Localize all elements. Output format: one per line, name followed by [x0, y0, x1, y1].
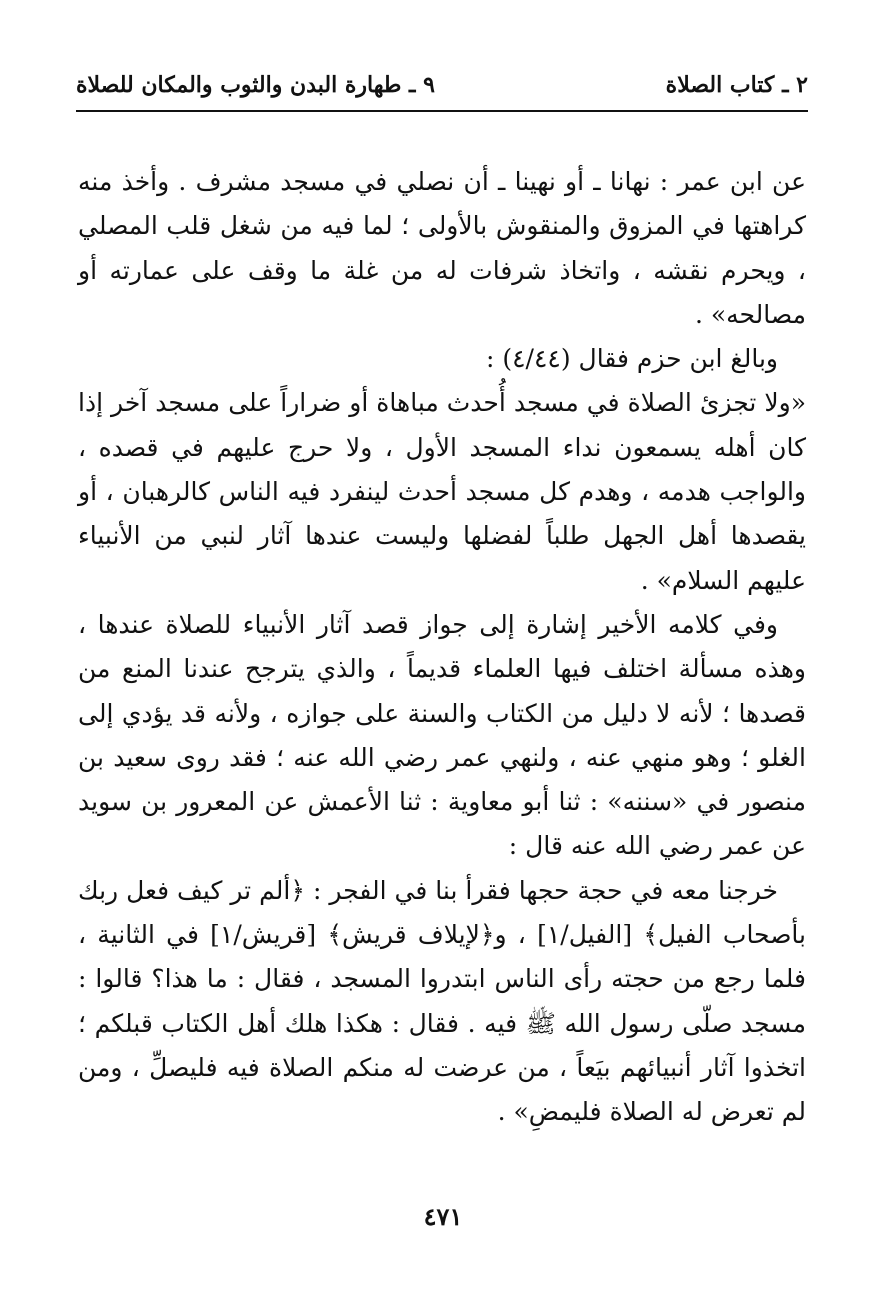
paragraph-ibn-hazm-quote: «ولا تجزئ الصلاة في مسجد أُحدث مباهاة أو ضراراً على مسجد آخر إذا كان أهله يسمعون نداء المسجد الأول ، ولا حرج عليهم في قصده ، والواجب هدمه ، وهدم كل مسجد أحدث لينفرد فيه الناس كالرهبان ، أو يقصدها أهل الجهل طلباً لفضلها وليست عندها آثار لنبي من الأنبياء عليهم السلام» . — [78, 388, 806, 595]
page-number: ٤٧١ — [423, 1202, 463, 1231]
paragraph-umar-narration: خرجنا معه في حجة حجها فقرأ بنا في الفجر : ﴿ألم تر كيف فعل ربك بأصحاب الفيل﴾ [الفيل/١] ، و﴿لإيلاف قريش﴾ [قريش/١] في الثانية ، فلما رجع من حجته رأى الناس ابتدروا المسجد ، فقال : ما هذا؟ قالوا : مسجد صلّى رسول الله ﷺ فيه . فقال : هكذا هلك أهل الكتاب قبلكم ؛ اتخذوا آثار أنبيائهم بيَعاً ، من عرضت له منكم الصلاة فيه فليصلِّ ، ومن لم تعرض له الصلاة فليمضِ» . — [78, 875, 807, 1127]
paragraph-continuation: عن ابن عمر : نهانا ـ أو نهينا ـ أن نصلي في مسجد مشرف . وأخذ منه كراهتها في المزوق والمنقوش بالأولى ؛ لما فيه من شغل قلب المصلي ، ويحرم نقشه ، واتخاذ شرفات له من غلة ما وقف على عمارته أو مصالحه» . — [78, 167, 806, 329]
body-text — [78, 160, 806, 1135]
chapter-title: ٢ ـ كتاب الصلاة — [665, 72, 808, 98]
running-header — [76, 66, 808, 112]
paragraph-ibn-hazm-intro: وبالغ ابن حزم فقال (٤/٤٤) : — [486, 344, 778, 374]
section-title: ٩ ـ طهارة البدن والثوب والمكان للصلاة — [76, 72, 435, 98]
paragraph-commentary: وفي كلامه الأخير إشارة إلى جواز قصد آثار الأنبياء للصلاة عندها ، وهذه مسألة اختلف فيها العلماء قديماً ، والذي يترجح عندنا المنع من قصدها ؛ لأنه لا دليل من الكتاب والسنة على جوازه ، ولأنه قد يؤدي إلى الغلو ؛ وهو منهي عنه ، ولنهي عمر رضي الله عنه ؛ فقد روى سعيد بن منصور في «سننه» : ثنا أبو معاوية : ثنا الأعمش عن المعرور بن سويد عن عمر رضي الله عنه قال : — [78, 609, 806, 861]
